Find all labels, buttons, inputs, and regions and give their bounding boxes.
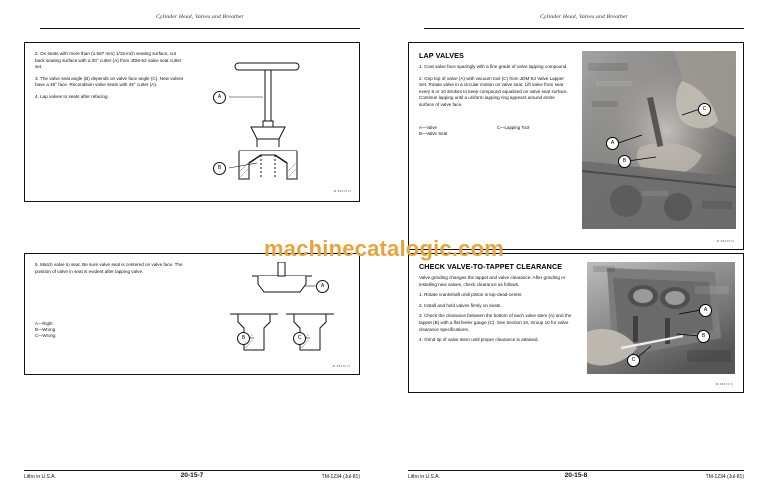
figure-callout-a: A [213, 91, 226, 104]
paragraph: 1. Coat valve face sparingly with a fine grade of valve lapping compound. [419, 64, 568, 69]
footer-page-number: 20-15-8 [564, 472, 588, 479]
panel-valve-seat-reconditioning [24, 42, 360, 202]
running-head-right [424, 14, 744, 29]
figure-code: M 46274 N [715, 382, 733, 386]
paragraph: 2. Grip top of valve (A) with vacuum tool (C) from JDM-54 Valve Lapper Set. Rotate valve in a circular motion on valve seat. Lift valve from seat every 8 or 10 strokes to keep compound equalized on valve seat surface. Continue lapping until a uniform lapping ring appears around entire surface of valve face. [419, 75, 568, 107]
legend-item: B—Wrong [35, 327, 56, 333]
legend-item: A—Right [35, 321, 53, 327]
panel-clearance-text [419, 262, 575, 348]
panel-valve-match-text [35, 262, 187, 339]
figure-code: M 46272 N [332, 364, 350, 368]
figure-callout-a: A [606, 137, 619, 150]
legend-item: B—Valve Seat [419, 130, 448, 136]
footer-left [24, 470, 360, 483]
figure-lap-valves-photo [582, 51, 736, 243]
panel-valve-seat-text [35, 51, 185, 106]
paragraph: 4. Lap valves to seats after refacing. [35, 93, 109, 99]
paragraph: Valve grinding changes the tappet and valve clearance. After grinding or installing new valves, check clearance as follows. [419, 275, 566, 287]
figure-valve-tappet-photo [587, 262, 735, 386]
running-head-left-text: Cylinder Head, Valves and Breather [156, 14, 244, 20]
paragraph: 2. On seats with more than (1.587 mm) 1/16-inch seating surface, cut back seating surface with a 30° cutter (A) from JDM-52 valve seat cutter set. [35, 51, 182, 70]
paragraph: 3. Check the clearance between the bottom of each valve stem (A) and the tappet (B) with a flat feeler gauge (C). See Section 10, Group 10 for valve clearance specifications. [419, 313, 572, 332]
panel-title: CHECK VALVE-TO-TAPPET CLEARANCE [419, 262, 563, 271]
footer-litho: Litho in U.S.A. [408, 474, 440, 480]
figure-callout-c: C [698, 103, 711, 116]
panel-valve-match-seat [24, 253, 360, 375]
running-head-left [40, 14, 360, 29]
paragraph: 3. The valve seat angle (B) depends on valve face angle (C). New valves have a 45° face. Recondition valve seats with 45° cutter (A). [35, 75, 184, 88]
figure-callout-a: A [316, 280, 329, 293]
running-head-right-text: Cylinder Head, Valves and Breather [540, 14, 628, 20]
paragraph: 4. Grind tip of valve stem until proper clearance is attained. [419, 337, 539, 343]
footer-manual-number: TM-1234 (Jul-81) [321, 474, 360, 480]
paragraph: 2. Install and hold valves firmly on seats. [419, 302, 502, 308]
paragraph: 1. Rotate crankshaft until piston is top-dead-center. [419, 292, 523, 298]
figure-valve-seat-match [200, 262, 352, 368]
panel-check-valve-to-tappet-clearance [408, 253, 744, 393]
panel-lap-valves-text [419, 51, 571, 137]
legend-item: A—Valve [419, 124, 437, 130]
paragraph: 5. Match valve to seat. Be sure valve seat is centered on valve face. The position of valve in seat is evident after lapping valve. [35, 262, 183, 274]
figure-callout-b: B [237, 332, 250, 345]
figure-callout-b: B [697, 330, 710, 343]
figure-code: M 46273 N [716, 239, 734, 243]
figure-legend-left-bottom [35, 321, 187, 339]
figure-callout-a: A [699, 304, 712, 317]
figure-callout-c: C [293, 332, 306, 345]
legend-item: C—Wrong [35, 333, 56, 339]
footer-manual-number: TM-1234 (Jul-81) [705, 474, 744, 480]
legend-item: C—Lapping Tool [497, 124, 530, 130]
figure-callout-b: B [618, 155, 631, 168]
footer-page-number: 20-15-7 [180, 472, 204, 479]
figure-callout-b: B [213, 162, 226, 175]
footer-litho: Litho in U.S.A. [24, 474, 56, 480]
watermark: machinecatalogic.com [264, 236, 504, 261]
footer-right [408, 470, 744, 483]
figure-valve-seat-cutter [205, 51, 353, 193]
panel-lap-valves [408, 42, 744, 250]
figure-code: M 46271 N [333, 189, 351, 193]
panel-title: LAP VALVES [419, 51, 464, 60]
figure-callout-c: C [627, 354, 640, 367]
figure-legend-lap-valves [419, 125, 571, 137]
